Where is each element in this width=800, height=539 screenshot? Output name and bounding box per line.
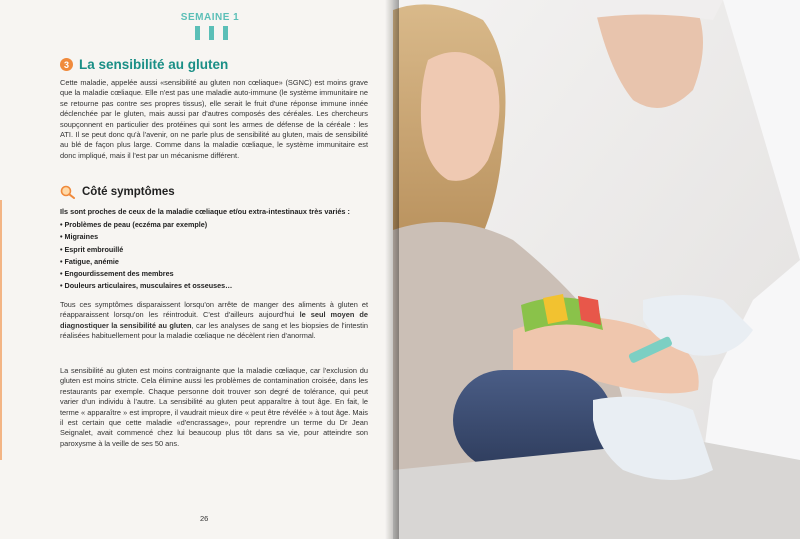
paragraph-3: La sensibilité au gluten est moins contraignante que la maladie cœliaque, car l'exclusion du gluten est moins stricte. Cela élimine aussi les problèmes de contamination croisée, dans les restaurants par exemple. Chaque personne doit trouver son degré de tolérance, qui peut varier d'un individu à l'autre. La sensibilité au gluten peut apparaître à tout âge. En fait, le terme « apparaître » est impropre, il vaudrait mieux dire « peut être révélée » à tout âge. Mais il est certain que cette maladie «d'encrassage», pour reprendre un terme du Dr Jean Seignalet, avait commencé chez lui beaucoup plus tôt dans sa vie, pour atteindre son paroxysme à la veille de ses 50 ans.	[60, 366, 368, 448]
subsection-title: Côté symptômes	[82, 186, 175, 198]
paragraph-2-end: , car les analyses de sang et les biopsies de l'intestin réalisées habituellement pour la maladie cœliaque ne décèlent rien d'anormal.	[60, 320, 368, 341]
symptoms-list	[60, 219, 232, 293]
section-heading	[60, 57, 228, 72]
magnifier-icon	[60, 185, 76, 199]
list-item: • Douleurs articulaires, musculaires et osseuses…	[60, 280, 232, 292]
symptoms-intro: Ils sont proches de ceux de la maladie cœliaque et/ou extra-intestinaux très variés :	[60, 207, 350, 216]
paragraph-2-start: Tous ces symptômes disparaissent lorsqu'on arrête de manger des aliments à gluten et réapparaissent lorsqu'on les réintroduit. C'est d'ailleurs aujourd'hui	[60, 300, 368, 320]
list-item: • Fatigue, anémie	[60, 256, 232, 268]
week-tally-icon	[195, 26, 231, 40]
subsection-heading	[60, 185, 175, 199]
page-edge-accent	[0, 200, 2, 460]
list-item: • Esprit embrouillé	[60, 244, 232, 256]
paragraph-1: Cette maladie, appelée aussi «sensibilité au gluten non cœliaque» (SGNC) est moins grave que la maladie cœliaque. Elle n'est pas une maladie auto-immune (le système immunitaire ne se retourne pas contre ses propres tissus), elle serait le fruit d'une réponse immune innée déclenchée par le gluten, mais aussi par d'autres composés des céréales. Les chercheurs soupçonnent en particulier des protéines qui sont les armes de défense de la céréale : les ATI. Il se peut donc qu'à l'avenir, on ne parle plus de sensibilité au gluten, mais de sensibilité au blé de façon plus large. Comme dans la maladie cœliaque, le système immunitaire est donc impliqué, mais il l'est par un mécanisme différent.	[60, 78, 368, 160]
list-item: • Problèmes de peau (eczéma par exemple)	[60, 219, 232, 231]
page-number: 26	[200, 514, 209, 523]
list-item: • Engourdissement des membres	[60, 268, 232, 280]
list-item: • Migraines	[60, 231, 232, 243]
paragraph-2	[60, 300, 368, 342]
left-page	[0, 0, 393, 539]
section-title: La sensibilité au gluten	[79, 57, 229, 72]
paragraph-2-emphasis: le seul moyen de diagnostiquer la sensibilité au gluten	[60, 310, 368, 330]
section-number-badge: 3	[60, 58, 73, 71]
right-page-photo	[393, 0, 800, 539]
week-label: SEMAINE 1	[180, 12, 240, 23]
book-gutter-shadow	[385, 0, 399, 539]
blood-test-photo	[393, 0, 800, 539]
